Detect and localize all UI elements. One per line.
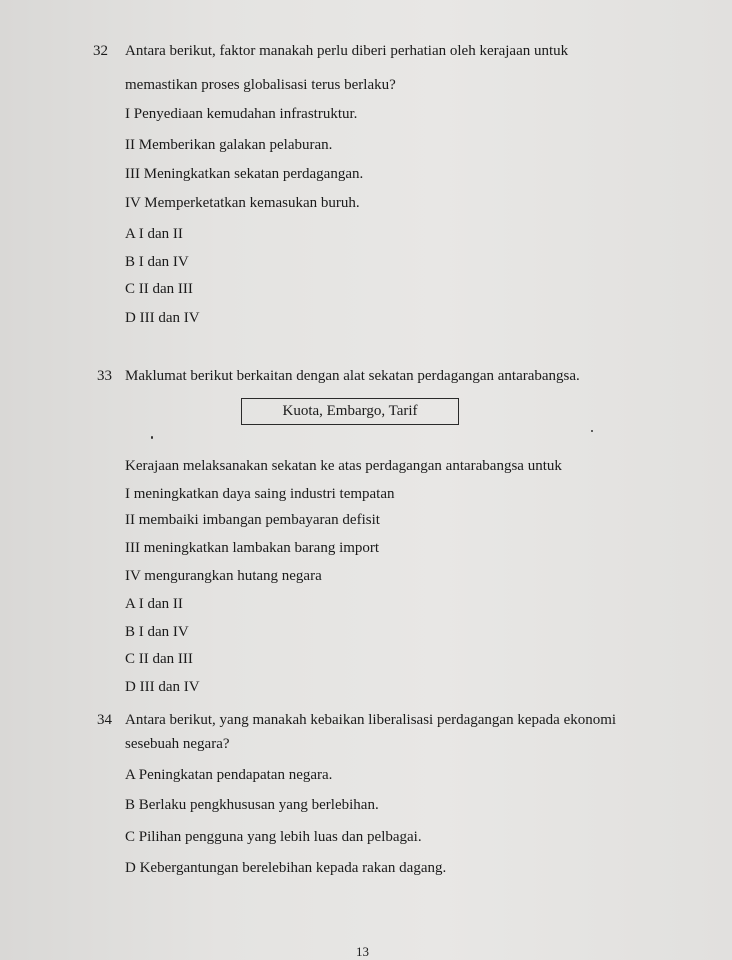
page-number: 13	[356, 944, 369, 959]
question-34-option-b[interactable]: B Berlaku pengkhususan yang berlebihan.	[125, 797, 379, 813]
question-33-option-b[interactable]: B I dan IV	[125, 624, 189, 640]
info-box-text: Kuota, Embargo, Tarif	[282, 403, 418, 419]
question-33-lead: Kerajaan melaksanakan sekatan ke atas perdagangan antarabangsa untuk	[125, 458, 562, 474]
question-33-number: 33	[97, 368, 112, 384]
question-32-option-a[interactable]: A I dan II	[125, 226, 183, 242]
question-33-option-a[interactable]: A I dan II	[125, 596, 183, 612]
question-32-statement-2: II Memberikan galakan pelaburan.	[125, 137, 333, 153]
info-box	[241, 398, 459, 425]
question-33-statement-3: III meningkatkan lambakan barang import	[125, 540, 380, 556]
question-32-statement-4: IV Memperketatkan kemasukan buruh.	[125, 195, 360, 211]
question-34-number: 34	[97, 712, 112, 728]
question-33-option-c[interactable]: C II dan III	[125, 651, 193, 667]
question-33-statement-4: IV mengurangkan hutang negara	[125, 568, 322, 584]
question-34-option-c[interactable]: C Pilihan pengguna yang lebih luas dan pelbagai.	[125, 829, 422, 845]
question-34-stem-line2: sesebuah negara?	[125, 736, 230, 752]
question-32-stem-line1: Antara berikut, faktor manakah perlu diberi perhatian oleh kerajaan untuk	[125, 43, 569, 59]
question-32-statement-3: III Meningkatkan sekatan perdagangan.	[125, 166, 364, 182]
question-32-stem-line2: memastikan proses globalisasi terus berlaku?	[125, 77, 396, 93]
question-33-stem: Maklumat berikut berkaitan dengan alat sekatan perdagangan antarabangsa.	[125, 368, 580, 384]
question-34-stem-line1: Antara berikut, yang manakah kebaikan liberalisasi perdagangan kepada ekonomi	[125, 712, 617, 728]
question-32-number: 32	[93, 43, 108, 59]
question-34-option-a[interactable]: A Peningkatan pendapatan negara.	[125, 767, 333, 783]
question-32-option-b[interactable]: B I dan IV	[125, 254, 189, 270]
question-33-statement-2: II membaiki imbangan pembayaran defisit	[125, 512, 380, 528]
question-32-option-d[interactable]: D III dan IV	[125, 310, 200, 326]
question-32-option-c[interactable]: C II dan III	[125, 281, 193, 297]
speck-mark	[591, 430, 593, 432]
question-33-statement-1: I meningkatkan daya saing industri tempatan	[125, 486, 395, 502]
speck-mark	[151, 436, 153, 439]
question-34-option-d[interactable]: D Kebergantungan berelebihan kepada rakan dagang.	[125, 860, 447, 876]
question-32-statement-1: I Penyediaan kemudahan infrastruktur.	[125, 106, 358, 122]
question-33-option-d[interactable]: D III dan IV	[125, 679, 200, 695]
